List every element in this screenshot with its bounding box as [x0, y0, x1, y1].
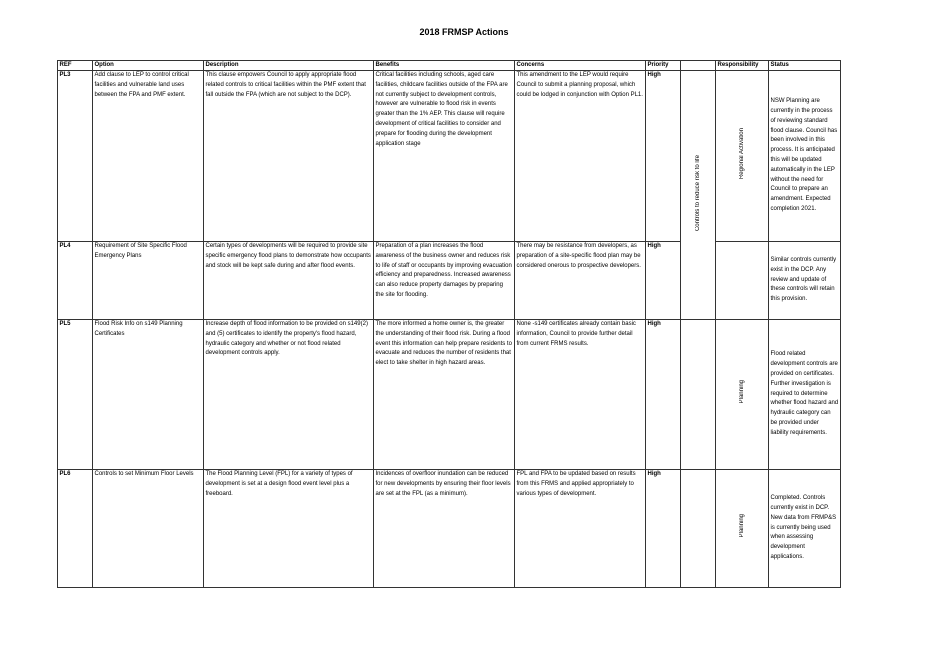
cell-description: Increase depth of flood information to be provided on s149(2) and (5) certificates to identify the property's flood hazard, hydraulic category and whether or not flood related development controls apply. [204, 320, 374, 470]
cell-priority: High [646, 71, 681, 242]
cell-benefits: Incidences of overfloor inundation can be reduced for new developments by ensuring their floor levels are set at the FPL (as a minimum). [374, 470, 515, 588]
header-ref: REF [58, 61, 93, 71]
cell-description: The Flood Planning Level (FPL) for a variety of types of development is set at a design flood event level plus a freeboard. [204, 470, 374, 588]
cell-objective [681, 71, 716, 320]
header-option: Option [93, 61, 204, 71]
cell-concerns: This amendment to the LEP would require Council to submit a planning proposal, which could be lodged in conjunction with Option PL1. [515, 71, 646, 242]
cell-benefits: The more informed a home owner is, the greater the understanding of their flood risk. During a flood event this information can help prepare residents to evacuate and reduces the number of residents that elect to take shelter in high hazard areas. [374, 320, 515, 470]
cell-objective [681, 320, 716, 470]
responsibility-label: Regional Activation [739, 128, 745, 180]
cell-priority: High [646, 470, 681, 588]
cell-responsibility [716, 470, 769, 588]
table-row [58, 71, 841, 242]
cell-description: Certain types of developments will be required to provide site specific emergency flood plans to demonstrate how occupants and stock will be kept safe during and after flood events. [204, 242, 374, 320]
cell-concerns: FPL and FPA to be updated based on results from this FRMS and applied appropriately to various types of development. [515, 470, 646, 588]
cell-responsibility [716, 320, 769, 470]
cell-ref: PL6 [58, 470, 93, 588]
cell-option: Controls to set Minimum Floor Levels [93, 470, 204, 588]
cell-responsibility [716, 242, 769, 320]
header-concerns: Concerns [515, 61, 646, 71]
header-status: Status [769, 61, 841, 71]
table-row [58, 242, 841, 320]
cell-status: Flood related development controls are provided on certificates. Further investigation is required to determine whether flood hazard and hydraulic category can be provided under liability requirements. [769, 320, 841, 470]
cell-status: Completed. Controls currently exist in DCP. New data from FRMP&S is currently being used when assessing development applications. [769, 470, 841, 588]
cell-benefits: Preparation of a plan increases the flood awareness of the business owner and reduces risk to life of staff or occupants by improving evacuation efficiency and preparedness. Increased awareness can also reduce property damages by preparing the site for flooding. [374, 242, 515, 320]
table-row [58, 470, 841, 588]
cell-description: This clause empowers Council to apply appropriate flood related controls to critical facilities within the PMF extent that fall outside the FPA (which are not subject to the DCP). [204, 71, 374, 242]
objective-label: Controls to reduce risk to life [695, 154, 701, 231]
cell-status: Similar controls currently exist in the DCP. Any review and update of these controls will retain this provision. [769, 242, 841, 320]
cell-concerns: There may be resistance from developers, as preparation of a site-specific flood plan may be considered onerous to prospective developers. [515, 242, 646, 320]
cell-option: Requirement of Site Specific Flood Emergency Plans [93, 242, 204, 320]
cell-priority: High [646, 320, 681, 470]
cell-option: Flood Risk Info on s149 Planning Certificates [93, 320, 204, 470]
header-priority: Priority [646, 61, 681, 71]
responsibility-label: Planning [739, 514, 745, 538]
actions-table [57, 60, 841, 588]
cell-benefits: Critical facilities including schools, aged care facilities, childcare facilities outside of the FPA are not currently subject to development controls, however are vulnerable to flood risk in events greater than the 1% AEP. This clause will require development of critical facilities to consider and prepare for flooding during the development application stage [374, 71, 515, 242]
cell-responsibility [716, 71, 769, 242]
cell-option: Add clause to LEP to control critical facilities and vulnerable land uses between the FPA and PMF extent. [93, 71, 204, 242]
cell-status: NSW Planning are currently in the process of reviewing standard flood clause. Council has been involved in this process. It is anticipated this will be updated automatically in the LEP without the need for Council to prepare an amendment. Expected completion 2021. [769, 71, 841, 242]
cell-concerns: None -s149 certificates already contain basic information, Council to provide further detail from current FRMS results. [515, 320, 646, 470]
table-row [58, 320, 841, 470]
table-header-row [58, 61, 841, 71]
header-objective [681, 61, 716, 71]
header-benefits: Benefits [374, 61, 515, 71]
responsibility-label: Planning [739, 380, 745, 404]
cell-ref: PL4 [58, 242, 93, 320]
cell-priority: High [646, 242, 681, 320]
page-title: 2018 FRMSP Actions [419, 27, 509, 37]
cell-ref: PL3 [58, 71, 93, 242]
header-responsibility: Responsibility [716, 61, 769, 71]
cell-objective [681, 470, 716, 588]
cell-ref: PL5 [58, 320, 93, 470]
header-description: Description [204, 61, 374, 71]
